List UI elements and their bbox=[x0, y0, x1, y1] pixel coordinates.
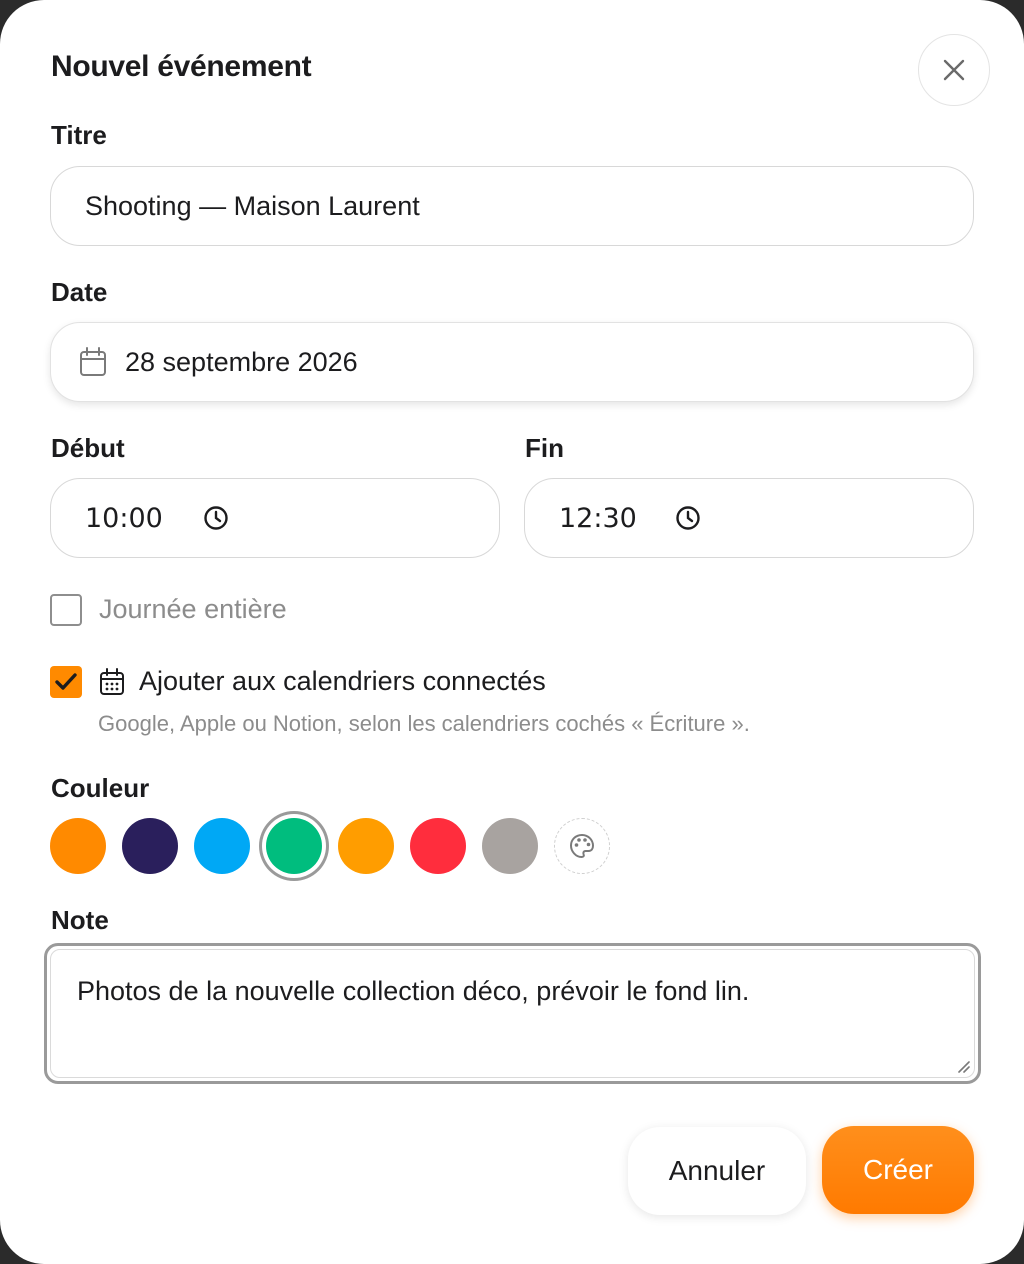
color-swatch[interactable] bbox=[50, 818, 106, 874]
color-swatch[interactable] bbox=[266, 818, 322, 874]
color-swatch[interactable] bbox=[122, 818, 178, 874]
date-picker[interactable] bbox=[50, 322, 974, 402]
title-input-value: Shooting — Maison Laurent bbox=[85, 190, 420, 221]
dialog-title: Nouvel événement bbox=[51, 50, 312, 83]
connected-calendars-label[interactable]: Ajouter aux calendriers connectés bbox=[139, 666, 546, 696]
date-value: 28 septembre 2026 bbox=[125, 346, 358, 377]
custom-color-button[interactable] bbox=[554, 818, 610, 874]
cancel-button[interactable]: Annuler bbox=[628, 1127, 806, 1215]
start-label: Début bbox=[51, 433, 125, 463]
clock-icon[interactable] bbox=[203, 505, 229, 531]
date-label: Date bbox=[51, 277, 108, 307]
palette-icon bbox=[568, 832, 596, 860]
color-swatch[interactable] bbox=[410, 818, 466, 874]
note-focus-ring bbox=[44, 943, 981, 1084]
color-swatch[interactable] bbox=[482, 818, 538, 874]
connected-calendars-hint: Google, Apple ou Notion, selon les calendriers cochés « Écriture ». bbox=[98, 711, 750, 736]
calendar-icon bbox=[79, 347, 107, 377]
all-day-label[interactable]: Journée entière bbox=[99, 594, 287, 624]
end-time-input[interactable] bbox=[524, 478, 974, 558]
note-label: Note bbox=[51, 905, 109, 935]
color-swatch[interactable] bbox=[338, 818, 394, 874]
close-button[interactable] bbox=[918, 34, 990, 106]
note-value: Photos de la nouvelle collection déco, prévoir le fond lin. bbox=[77, 976, 750, 1006]
start-time-value: 10:00 bbox=[85, 502, 163, 534]
title-input[interactable] bbox=[50, 166, 974, 246]
end-label: Fin bbox=[525, 433, 564, 463]
note-textarea[interactable] bbox=[50, 949, 975, 1078]
calendar-icon bbox=[99, 668, 125, 696]
color-label: Couleur bbox=[51, 773, 150, 803]
create-button[interactable]: Créer bbox=[822, 1126, 974, 1214]
end-time-value: 12:30 bbox=[559, 502, 637, 534]
clock-icon[interactable] bbox=[675, 505, 701, 531]
resize-handle-icon[interactable] bbox=[956, 1059, 970, 1073]
start-time-input[interactable] bbox=[50, 478, 500, 558]
title-label: Titre bbox=[51, 120, 107, 150]
checkmark-icon bbox=[54, 671, 78, 693]
all-day-checkbox[interactable] bbox=[50, 594, 82, 626]
color-swatch[interactable] bbox=[194, 818, 250, 874]
connected-calendars-checkbox[interactable] bbox=[50, 666, 82, 698]
close-icon bbox=[943, 59, 965, 81]
